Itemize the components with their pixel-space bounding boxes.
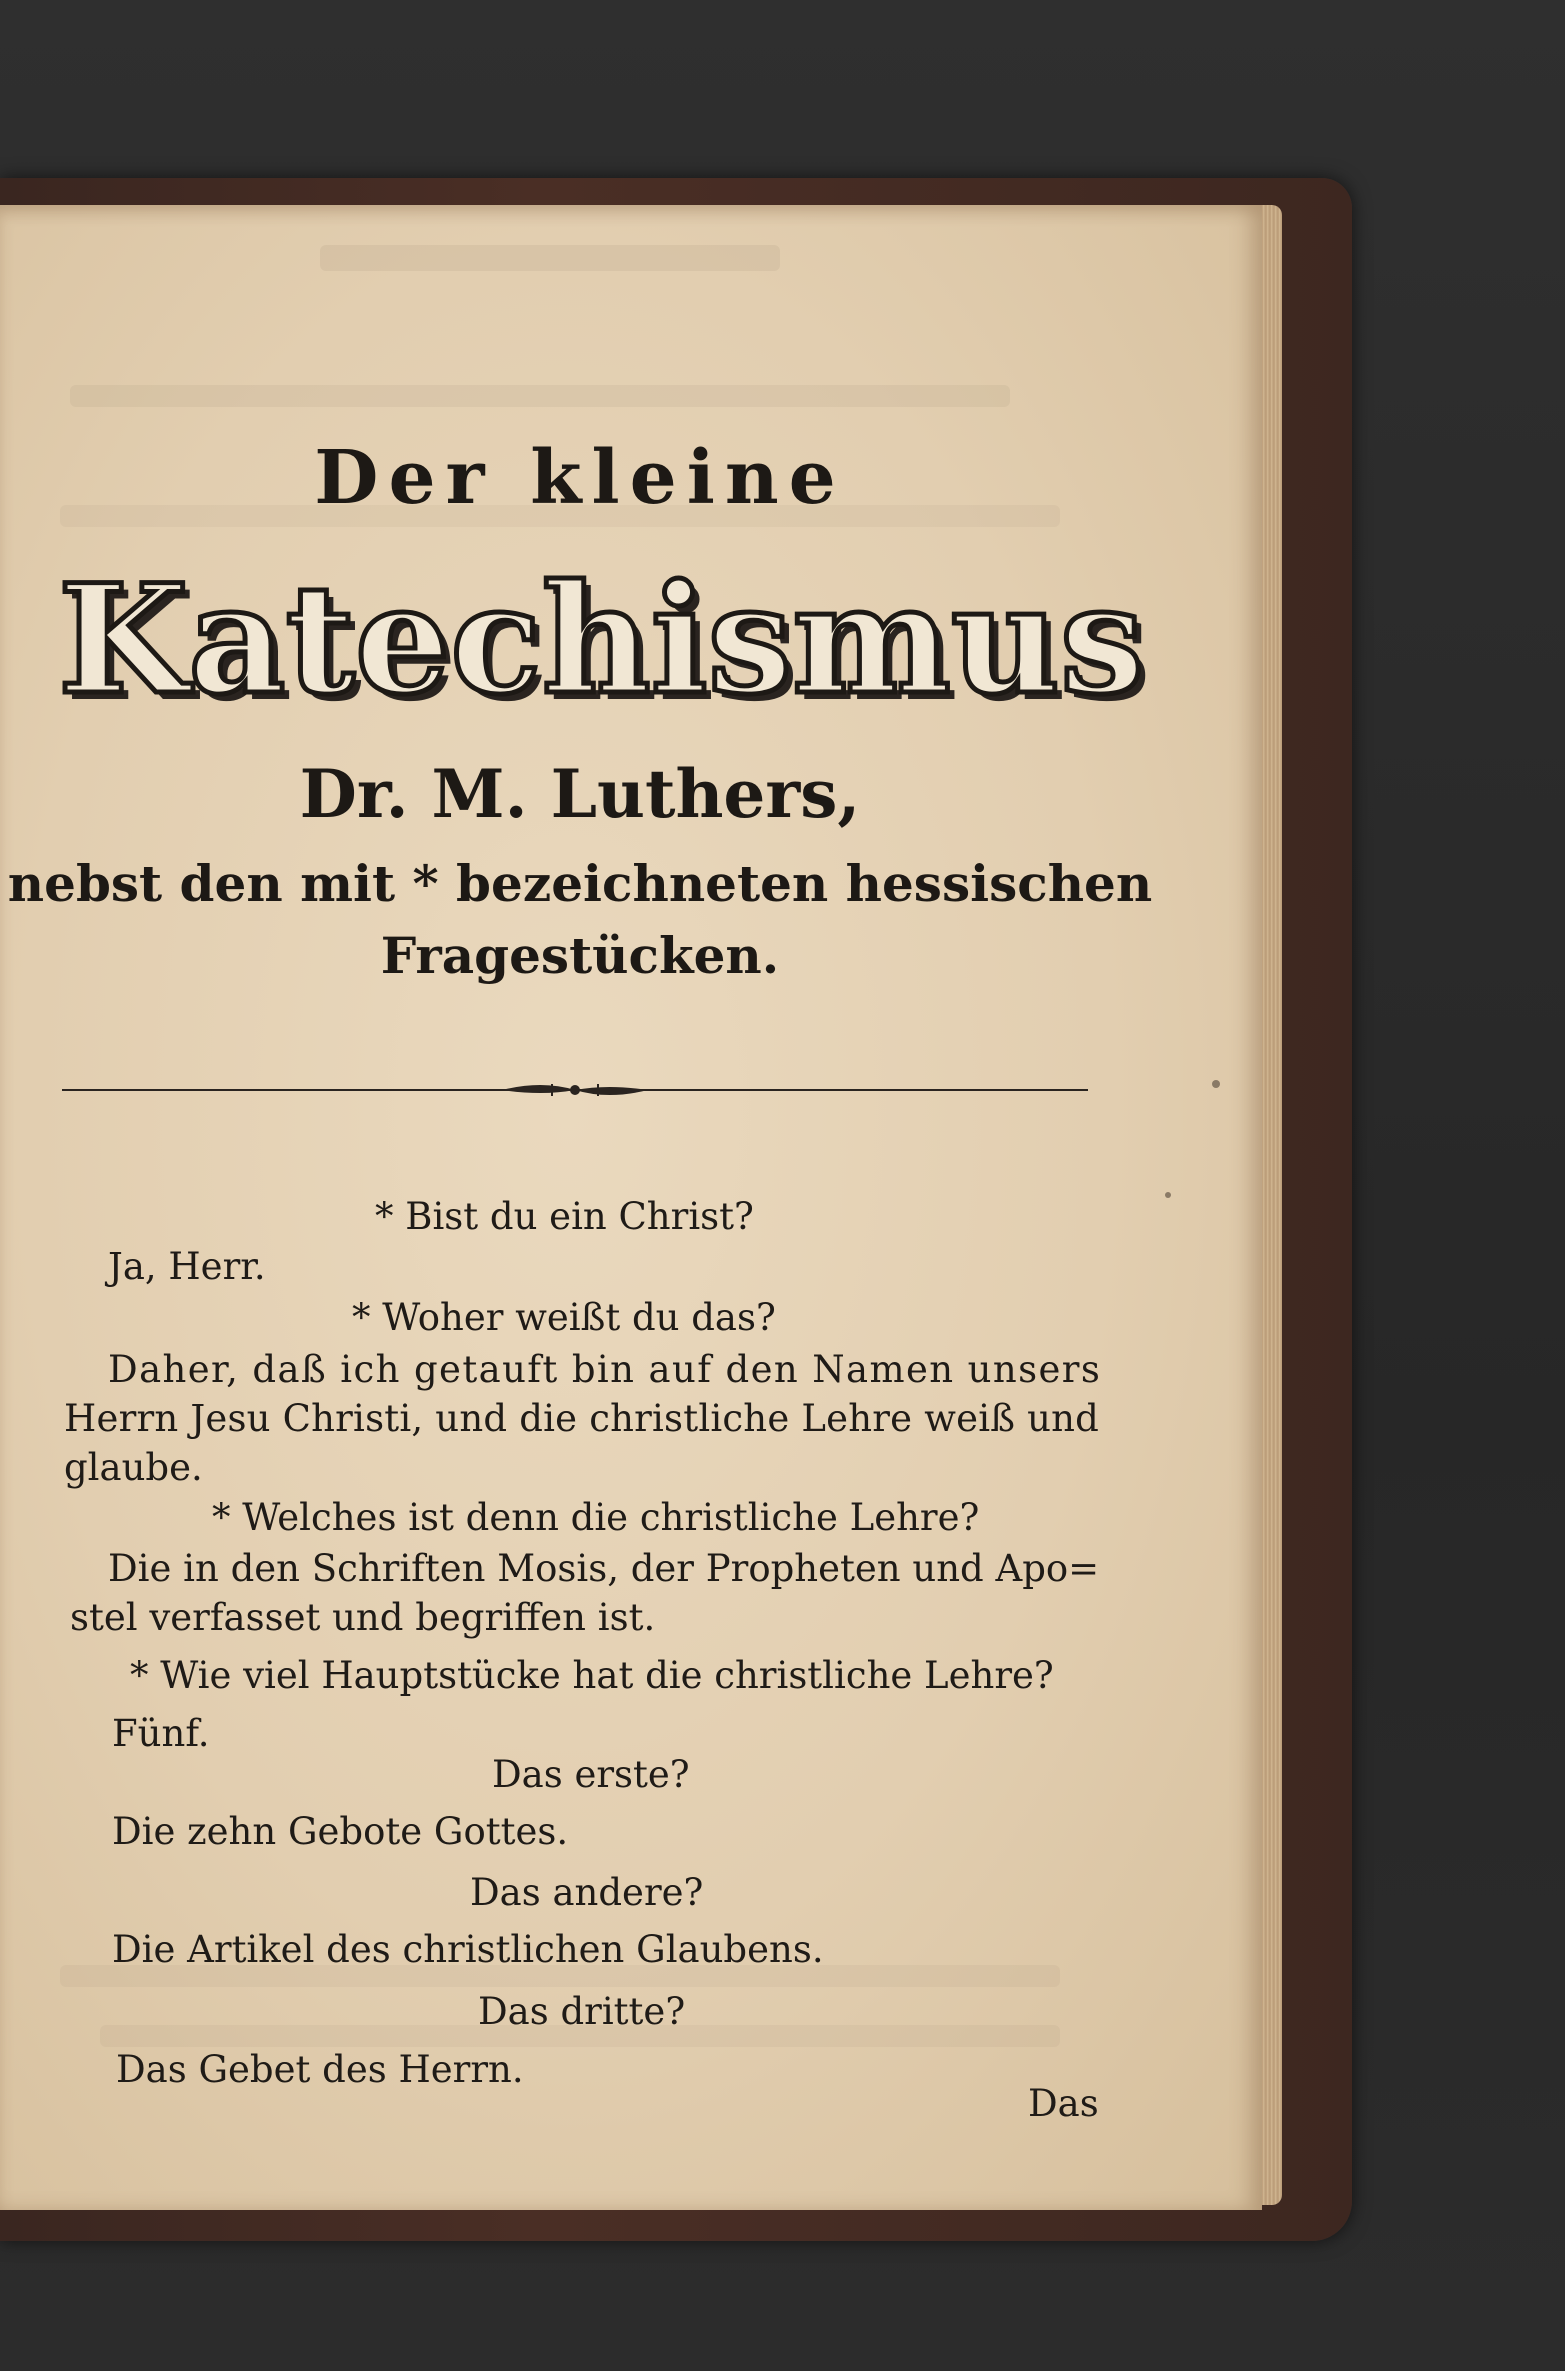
paper-speck [1165,1192,1171,1198]
question-line: Das erste? [492,1753,690,1796]
show-through-mark [320,245,780,271]
answer-line: Die Artikel des christlichen Glaubens. [112,1928,824,1971]
title-letter: c [450,552,542,728]
answer-line: stel verfasset und begriffen ist. [70,1596,656,1639]
answer-line: Das Gebet des Herrn. [116,2048,524,2091]
ornamental-rule [62,1082,1088,1098]
question-line: Das andere? [470,1871,704,1914]
title-letter: K [58,552,189,728]
question-line: * Woher weißt du das? [352,1296,776,1339]
question-line: * Welches ist denn die christliche Lehre? [212,1496,980,1539]
title-letter: e [354,552,451,728]
answer-line: Die in den Schriften Mosis, der Propheten und Apo= [108,1547,1100,1590]
title-letter: i [650,552,708,728]
question-line: Das dritte? [478,1990,686,2033]
title-letter: h [541,552,651,728]
answer-line: Fünf. [112,1712,210,1755]
answer-line: Daher, daß ich getauft bin auf den Namen unsers [108,1348,1102,1391]
title-letter: u [950,552,1060,728]
catchword: Das [1028,2082,1099,2125]
title-letter: t [285,552,355,728]
title-letter: s [1059,552,1145,728]
subtitle-line: Fragestücken. [380,926,780,985]
title-line-small: Der kleine [314,435,846,521]
show-through-mark [70,385,1010,407]
question-line: * Wie viel Hauptstücke hat die christliche Lehre? [130,1654,1054,1697]
title-letter: m [792,552,951,728]
question-line: * Bist du ein Christ? [375,1195,754,1238]
subtitle [0,848,1160,992]
answer-line: glaube. [64,1446,203,1489]
title-letter: a [188,552,286,728]
author-line: Dr. M. Luthers, [299,755,861,833]
title-katechismus [58,552,1145,728]
answer-line: Herrn Jesu Christi, und die christliche Lehre weiß und [64,1397,1100,1440]
paper-speck [1212,1080,1220,1088]
subtitle-line: nebst den mit * bezeichneten hessischen [7,854,1153,913]
answer-line: Ja, Herr. [108,1245,266,1288]
title-letter: s [707,552,793,728]
answer-line: Die zehn Gebote Gottes. [112,1810,569,1853]
